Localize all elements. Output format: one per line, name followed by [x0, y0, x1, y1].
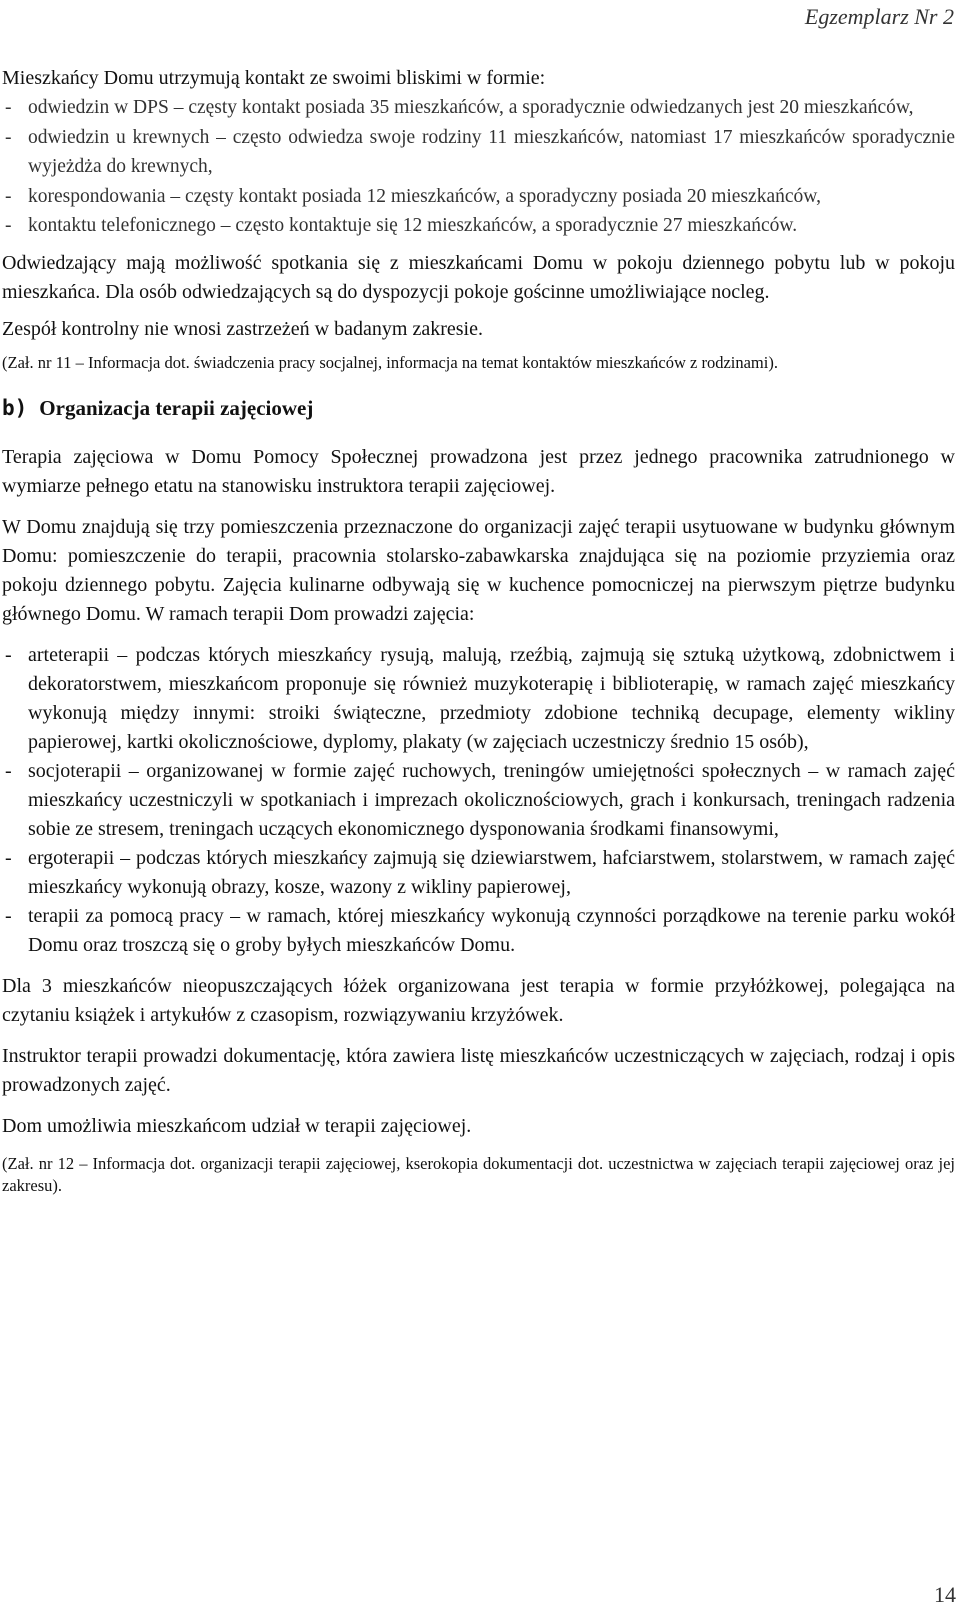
section-b-heading: [2, 396, 955, 421]
list-item: - odwiedzin w DPS – częsty kontakt posiada 35 mieszkańców, a sporadycznie odwiedzanych jest 20 mieszkańców,: [2, 93, 955, 123]
no-objections-note: Zespół kontrolny nie wnosi zastrzeżeń w badanym zakresie.: [2, 317, 483, 340]
documentation-paragraph: Instruktor terapii prowadzi dokumentację, która zawiera listę mieszkańców uczestniczących w zajęciach, rodzaj i opis prowadzonych zajęć.: [2, 1044, 955, 1096]
list-item: - odwiedzin u krewnych – często odwiedza swoje rodziny 11 mieszkańców, natomiast 17 mieszkańców sporadycznie wyjeżdża do krewnych,: [2, 123, 955, 182]
section-title: Organizacja terapii zajęciowej: [39, 395, 314, 420]
attachment-11-note: (Zał. nr 11 – Informacja dot. świadczenia pracy socjalnej, informacja na temat kontaktów mieszkańców z rodzinami).: [2, 352, 778, 372]
visitors-paragraph: Odwiedzający mają możliwość spotkania się z mieszkańcami Domu w pokoju dziennego pobytu lub w pokoju mieszkańca. Dla osób odwiedzających są do dyspozycji pokoje gościnne umożliwiające nocleg.: [2, 251, 955, 303]
section-letter: b): [2, 395, 28, 420]
list-item: - terapii za pomocą pracy – w ramach, której mieszkańcy wykonują czynności porządkowe na terenie parku wokół Domu oraz troszczą się o groby byłych mieszkańców Domu.: [2, 902, 955, 960]
intro-lead: Mieszkańcy Domu utrzymują kontakt ze swoimi bliskimi w formie:: [2, 67, 546, 89]
list-item: - arteterapii – podczas których mieszkańcy rysują, malują, rzeźbią, zajmują się sztuką użytkową, zdobnictwem i dekoratorstwem, mieszkańcom proponuje się również muzykoterapię i biblioterapię, w ramach zajęć mieszkańcy wykonują między innymi: stroiki świąteczne, przedmioty zdobione techniką decupage, elementy wikliny papierowej, kartki okolicznościowe, dyplomy, plakaty (w zajęciach uczestniczy średnio 15 osób),: [2, 641, 955, 757]
therapy-activities-list: [2, 641, 955, 960]
participation-paragraph: Dom umożliwia mieszkańcom udział w terapii zajęciowej.: [2, 1114, 472, 1137]
attachment-12-note: (Zał. nr 12 – Informacja dot. organizacji terapii zajęciowej, kserokopia dokumentacji dot. uczestnictwa w zajęciach terapii zajęciowej oraz jej zakresu).: [2, 1153, 955, 1195]
page-number: 14: [934, 1582, 956, 1607]
therapy-paragraph-2: W Domu znajdują się trzy pomieszczenia przeznaczone do organizacji zajęć terapii usytuowane w budynku głównym Domu: pomieszczenie do terapii, pracownia stolarsko-zabawkarska znajdująca się na poziomie przyziemia oraz pokoju dziennego pobytu. Zajęcia kulinarne odbywają się w kuchence pomocniczej na pierwszym piętrze budynku głównego Domu. W ramach terapii Dom prowadzi zajęcia:: [2, 515, 955, 625]
list-item: - kontaktu telefonicznego – często kontaktuje się 12 mieszkańców, a sporadycznie 27 mieszkańców.: [2, 211, 955, 241]
document-body: [2, 64, 955, 1197]
bedridden-paragraph: Dla 3 mieszkańców nieopuszczających łóżek organizowana jest terapia w formie przyłóżkowej, polegająca na czytaniu książek i artykułów z czasopism, rozwiązywaniu krzyżówek.: [2, 974, 955, 1026]
list-item: - ergoterapii – podczas których mieszkańcy zajmują się dziewiarstwem, hafciarstwem, stolarstwem, w ramach zajęć mieszkańcy wykonują obrazy, kosze, wazony z wikliny papierowej,: [2, 844, 955, 902]
list-item: - korespondowania – częsty kontakt posiada 12 mieszkańców, a sporadyczny posiada 20 mieszkańców,: [2, 182, 955, 212]
copy-label: Egzemplarz Nr 2: [804, 4, 954, 29]
therapy-paragraph-1: Terapia zajęciowa w Domu Pomocy Społecznej prowadzona jest przez jednego pracownika zatrudnionego w wymiarze pełnego etatu na stanowisku instruktora terapii zajęciowej.: [2, 445, 955, 497]
list-item: - socjoterapii – organizowanej w formie zajęć ruchowych, treningów umiejętności społecznych – w ramach zajęć mieszkańcy uczestniczyli w spotkaniach i imprezach okolicznościowych, grach i konkursach, treningach radzenia sobie ze stresem, treningach uczących ekonomicznego dysponowania środkami finansowymi,: [2, 757, 955, 844]
contact-forms-list: [2, 93, 955, 241]
